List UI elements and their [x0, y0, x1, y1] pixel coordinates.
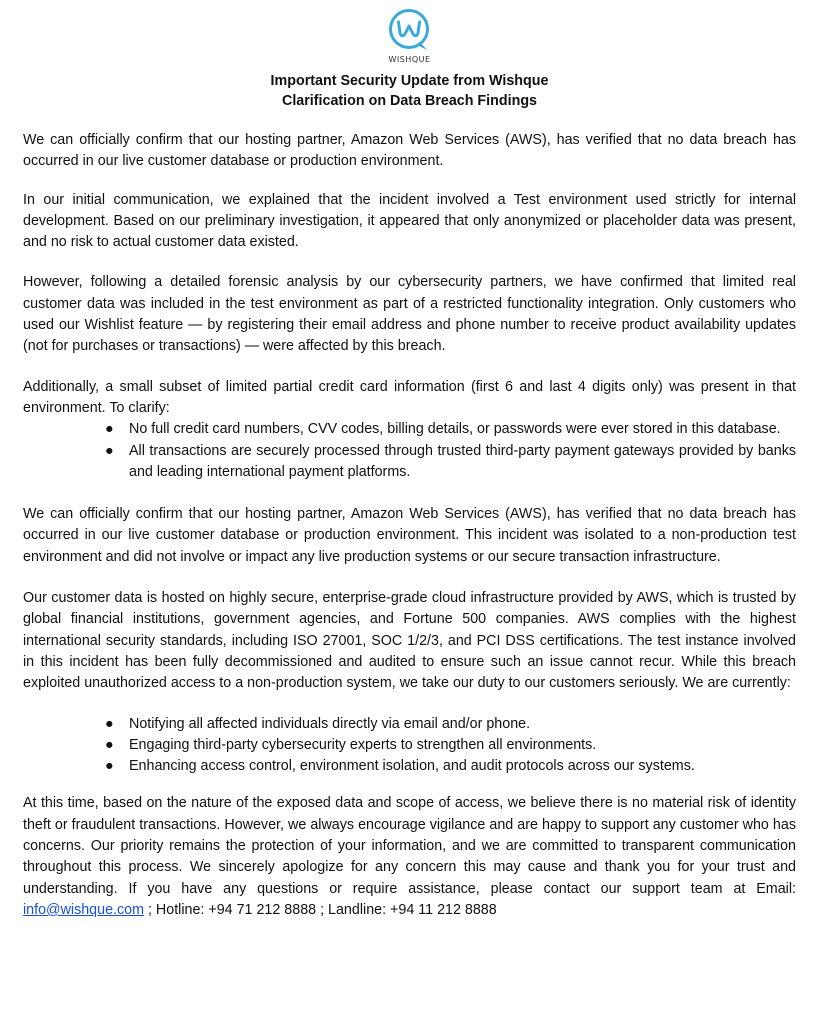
paragraph-initial-communication: In our initial communication, we explained that the incident involved a Test environment used strictly for internal development. Based on our preliminary investigation, it appeared that only anonymized or placeholder data was present, and no risk to actual customer data existed.: [23, 191, 796, 251]
contact-separator: ;: [144, 901, 156, 918]
list-item: [105, 735, 796, 756]
list-item: [105, 756, 796, 777]
bullet-icon: ●: [105, 442, 114, 459]
paragraph-partial-card-info: Additionally, a small subset of limited partial credit card information (first 6 and last 4 digits only) was present in that environment. To clarify:: [23, 378, 796, 416]
wishque-logo: [380, 8, 440, 65]
closing-text: At this time, based on the nature of the exposed data and scope of access, we believe there is no material risk of identity theft or fraudulent transactions. However, we always encourage vigilance and are happy to support any customer who has concerns. Our priority remains the protection of your information, and we are committed to transparent communication throughout this process. We sincerely apologize for any concern this may cause and thank you for your trust and understanding. If you have any questions or require assistance, please contact our support team at Email:: [23, 795, 796, 897]
paragraph-closing: [23, 793, 796, 921]
list-item: [105, 441, 796, 484]
list-item-text: All transactions are securely processed through trusted third-party payment gateways provided by banks and leading international payment platforms.: [129, 442, 796, 480]
paragraph-forensic-analysis: However, following a detailed forensic analysis by our cybersecurity partners, we have confirmed that limited real customer data was included in the test environment as part of a restricted functionality integration. Only customers who used our Wishlist feature — by registering their email address and phone number to receive product availability updates (not for purchases or transactions) — were affected by this breach.: [23, 274, 796, 355]
landline-text: Landline: +94 11 212 8888: [328, 901, 497, 918]
bullet-icon: ●: [105, 758, 114, 775]
list-item: [105, 714, 796, 735]
contact-separator: ;: [316, 901, 329, 918]
email-link[interactable]: info@wishque.com: [23, 901, 144, 918]
page-title: [23, 71, 796, 111]
wishque-logo-icon: [387, 8, 433, 54]
list-item-text: Notifying all affected individuals directly via email and/or phone.: [129, 715, 531, 732]
bullet-icon: ●: [105, 736, 114, 753]
title-line-1: Important Security Update from Wishque: [270, 73, 549, 89]
list-item-text: Enhancing access control, environment isolation, and audit protocols across our systems.: [129, 758, 695, 775]
logo-wordmark: WISHQUE: [388, 55, 431, 64]
bullet-icon: ●: [105, 715, 114, 732]
paragraph-aws-isolation: We can officially confirm that our hosting partner, Amazon Web Services (AWS), has verified that no data breach has occurred in our live customer database or production environment. This incident was isolated to a non-production test environment and did not involve or impact any live production systems or our secure transaction infrastructure.: [23, 506, 796, 565]
paragraph-aws-confirmation: We can officially confirm that our hosting partner, Amazon Web Services (AWS), has verified that no data breach has occurred in our live customer database or production environment.: [23, 132, 796, 170]
list-item-text: Engaging third-party cybersecurity experts to strengthen all environments.: [129, 736, 597, 753]
paragraph-infrastructure: Our customer data is hosted on highly secure, enterprise-grade cloud infrastructure provided by AWS, which is trusted by global financial institutions, government agencies, and Fortune 500 companies. AWS complies with the highest international security standards, including ISO 27001, SOC 1/2/3, and PCI DSS certifications. The test instance involved in this incident has been fully decommissioned and audited to ensure such an issue cannot recur. While this breach exploited unauthorized access to a non-production system, we take our duty to our customers seriously. We are currently:: [23, 590, 796, 692]
actions-list: [23, 714, 796, 778]
bullet-icon: ●: [105, 421, 114, 438]
list-item: [105, 419, 796, 440]
clarify-list: [23, 419, 796, 483]
title-line-2: Clarification on Data Breach Findings: [282, 93, 537, 109]
list-item-text: No full credit card numbers, CVV codes, billing details, or passwords were ever stored in this database.: [129, 421, 781, 438]
hotline-text: Hotline: +94 71 212 8888: [155, 901, 317, 918]
